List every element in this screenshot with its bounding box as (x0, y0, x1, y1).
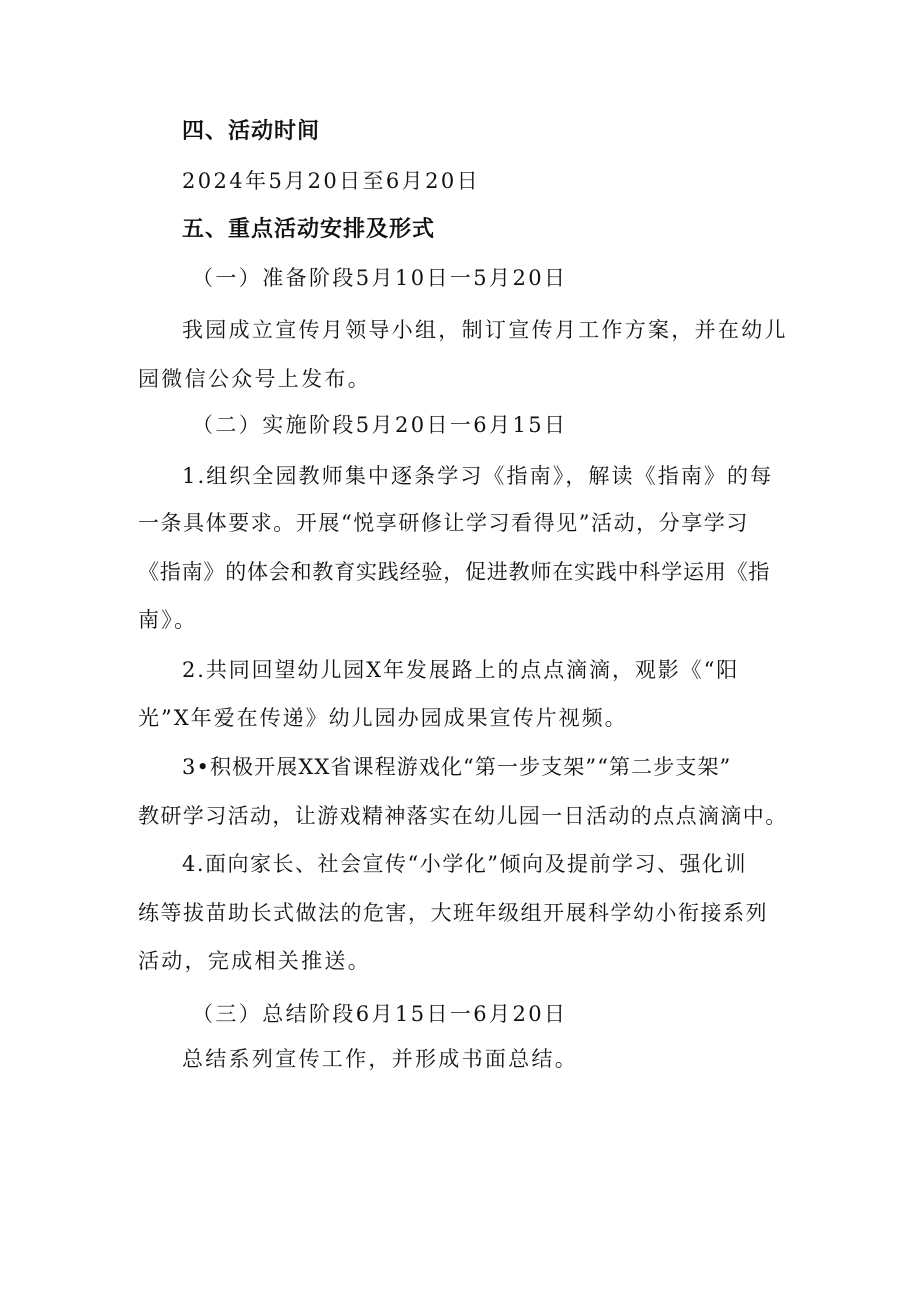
section4-date-range: 2024年5月20日至6月20日 (182, 169, 481, 193)
item3-line-2: 教研学习活动，让游戏精神落实在幼儿园一日活动的点点滴滴中。 (138, 804, 788, 828)
item1-line-2: 一条具体要求。开展“悦享研修让学习看得见”活动，分享学习 (138, 511, 749, 535)
item1-line-3: 《指南》的体会和教育实践经验，促进教师在实践中科学运用《指 (138, 560, 771, 584)
phase3-paragraph: 总结系列宣传工作，并形成书面总结。 (182, 1047, 579, 1071)
phase1-title: （一）准备阶段5月10日一5月20日 (192, 266, 568, 290)
phase1-paragraph-line-1: 我园成立宣传月领导小组，制订宣传月工作方案，并在幼儿 (182, 318, 788, 342)
item4-line-2: 练等拔苗助长式做法的危害，大班年级组开展科学幼小衔接系列 (138, 901, 768, 925)
section5-heading: 五、重点活动安排及形式 (182, 217, 436, 242)
item4-line-1: 4.面向家长、社会宣传“小学化”倾向及提前学习、强化训 (182, 852, 748, 876)
item1-line-1: 1.组织全园教师集中逐条学习《指南》，解读《指南》的每 (182, 464, 774, 488)
item2-line-1: 2.共同回望幼儿园X年发展路上的点点滴滴，观影《“阳 (182, 658, 740, 682)
section4-heading: 四、活动时间 (182, 119, 321, 144)
item2-line-2: 光”X年爱在传递》幼儿园办园成果宣传片视频。 (138, 706, 628, 730)
phase2-title: （二）实施阶段5月20日一6月15日 (192, 413, 568, 437)
phase3-title: （三）总结阶段6月15日一6月20日 (192, 1002, 568, 1026)
item4-line-3: 活动，完成相关推送。 (138, 949, 371, 973)
item3-line-1: 3•积极开展XX省课程游戏化“第一步支架”“第二步支架” (182, 755, 732, 779)
item1-line-4: 南》。 (138, 608, 198, 632)
phase1-paragraph-line-2: 园微信公众号上发布。 (138, 367, 371, 391)
